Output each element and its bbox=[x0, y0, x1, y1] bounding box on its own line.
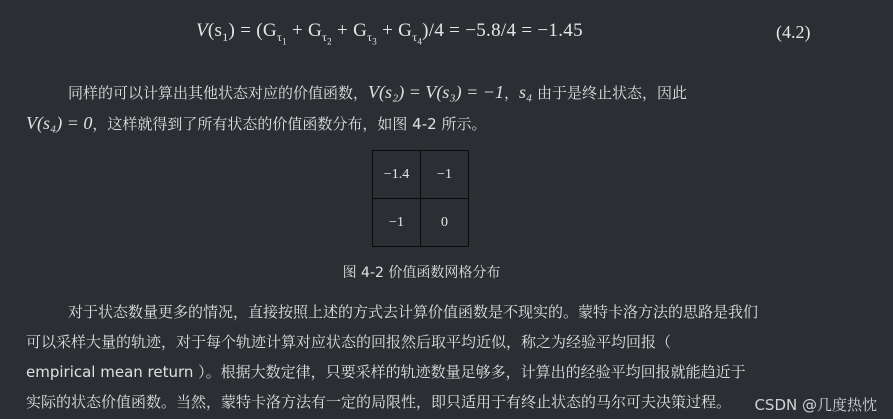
equation-body bbox=[196, 20, 583, 46]
paragraph2-line-4: 实际的状态价值函数。当然，蒙特卡洛方法有一定的局限性，即只适用于有终止状态的马尔可夫决策过程。 bbox=[26, 393, 732, 411]
equation-number: (4.2) bbox=[776, 22, 811, 42]
plus-g: + G bbox=[377, 20, 413, 41]
plus-g: + G bbox=[286, 20, 323, 41]
paragraph-value-functions bbox=[26, 77, 816, 139]
equation-lhs-sub: 1 bbox=[222, 29, 229, 44]
grid-cell: −1 bbox=[373, 199, 421, 247]
paragraph1-text-c: 由于是终止状态，因此 bbox=[532, 84, 688, 102]
paragraph2-line-3: empirical mean return ）。根据大数定律，只要采样的轨迹数量足够多，计算出的经验平均回报就能趋近于 bbox=[26, 363, 746, 381]
math-v-s4: V(s₄) = 0 bbox=[26, 113, 93, 133]
plus-g: + G bbox=[331, 20, 368, 41]
grid-row bbox=[373, 151, 469, 199]
tau-sub-1: 1 bbox=[282, 36, 287, 47]
tau-symbol: τ bbox=[367, 29, 373, 44]
grid-cell: −1.4 bbox=[373, 151, 421, 199]
equation-lhs-arg: (s bbox=[207, 20, 223, 41]
equation-4-2 bbox=[0, 20, 893, 50]
grid-cell: −1 bbox=[421, 151, 469, 199]
paragraph1-text-b: ， bbox=[503, 84, 519, 102]
tau-symbol: τ bbox=[322, 29, 328, 44]
paragraph2-line-2: 可以采样大量的轨迹，对于每个轨迹计算对应状态的回报然后取平均近似，称之为经验平均回报（ bbox=[26, 333, 672, 351]
equation-rhs-tail: )/4 = −5.8/4 = −1.45 bbox=[422, 20, 583, 41]
grid-cell: 0 bbox=[421, 199, 469, 247]
paragraph1-text-a: 同样的可以计算出其他状态对应的价值函数， bbox=[68, 84, 369, 102]
watermark: CSDN @几度热忱 bbox=[754, 396, 877, 414]
tau-sub-3: 3 bbox=[372, 36, 378, 47]
math-s4: s₄ bbox=[518, 82, 533, 102]
tau-sub-2: 2 bbox=[327, 36, 332, 47]
math-v-s2-s3: V(s₂) = V(s₃) = −1 bbox=[368, 82, 504, 102]
equation-lhs: V bbox=[196, 20, 208, 41]
value-grid bbox=[372, 150, 469, 247]
paragraph-monte-carlo bbox=[26, 297, 816, 417]
grid-row bbox=[373, 199, 469, 247]
tau-sub-4: 4 bbox=[417, 36, 423, 47]
paragraph2-line-1: 对于状态数量更多的情况，直接按照上述的方式去计算价值函数是不现实的。蒙特卡洛方法的思路是我们 bbox=[68, 303, 759, 321]
tau-symbol: τ bbox=[276, 29, 283, 44]
equation-rhs-open: ) = (G bbox=[228, 20, 277, 41]
figure-caption: 图 4-2 价值函数网格分布 bbox=[342, 265, 501, 281]
paragraph1-text-d: ，这样就得到了所有状态的价值函数分布，如图 4-2 所示。 bbox=[92, 115, 487, 133]
tau-symbol: τ bbox=[412, 29, 418, 44]
